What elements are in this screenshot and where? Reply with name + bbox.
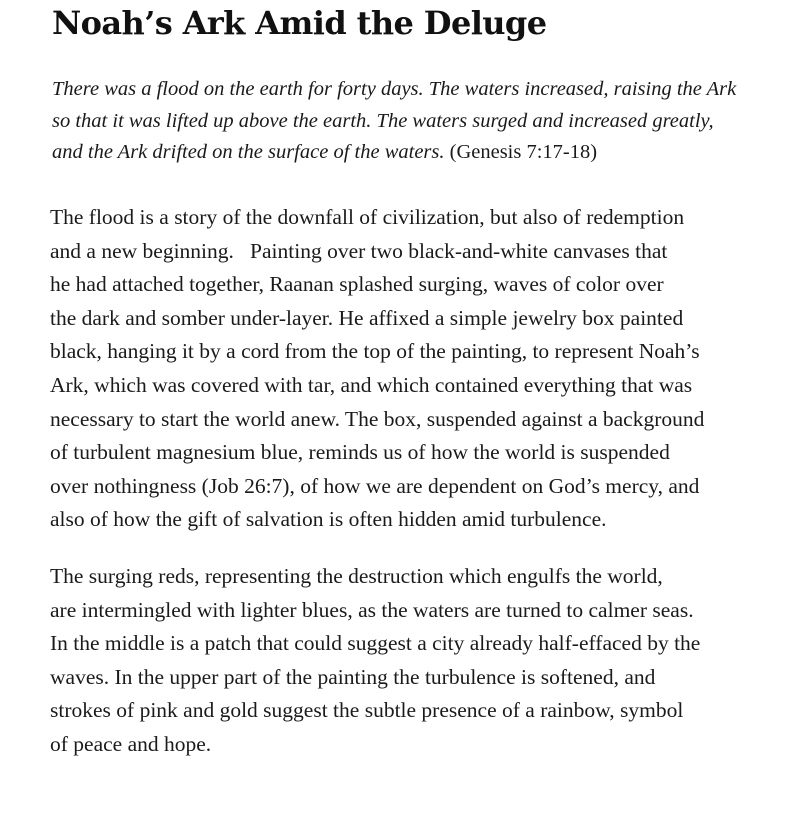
paragraph-2 [50,560,800,762]
paragraph-line: the dark and somber under-layer. He affixed a simple jewelry box painted [50,305,684,330]
page-title: Noah’s Ark Amid the Deluge [52,4,547,42]
paragraph-line: waves. In the upper part of the painting the turbulence is softened, and [50,664,656,689]
paragraph-line: The flood is a story of the downfall of civilization, but also of redemption [50,205,685,229]
scripture-quote [52,74,800,169]
paragraph-line: The surging reds, representing the destruction which engulfs the world, [50,564,663,588]
quote-line: and the Ark drifted on the surface of the waters. (Genesis 7:17-18) [52,141,598,163]
quote-line: so that it was lifted up above the earth. The waters surged and increased greatly, [52,109,714,132]
paragraph-line: strokes of pink and gold suggest the subtle presence of a rainbow, symbol [50,698,684,723]
paragraph-1 [50,201,800,537]
paragraph-line: are intermingled with lighter blues, as the waters are turned to calmer seas. [50,597,694,622]
paragraph-line: of turbulent magnesium blue, reminds us of how the world is suspended [50,440,670,465]
paragraph-line: he had attached together, Raanan splashed surging, waves of color over [50,272,664,297]
paragraph-line: over nothingness (Job 26:7), of how we are dependent on God’s mercy, and [50,473,700,498]
quote-citation: (Genesis 7:17-18) [449,141,598,163]
paragraph-line: necessary to start the world anew. The box, suspended against a background [50,406,705,431]
paragraph-line: of peace and hope. [50,731,212,756]
quote-line: There was a flood on the earth for forty days. The waters increased, raising the Ark [52,78,737,100]
paragraph-line: black, hanging it by a cord from the top of the painting, to represent Noah’s [50,339,700,364]
paragraph-line: Ark, which was covered with tar, and which contained everything that was [50,372,693,397]
paragraph-line: and a new beginning. Painting over two black-and-white canvases that [50,238,668,263]
paragraph-line: also of how the gift of salvation is often hidden amid turbulence. [50,507,607,532]
paragraph-line: In the middle is a patch that could suggest a city already half-effaced by the [50,631,701,656]
